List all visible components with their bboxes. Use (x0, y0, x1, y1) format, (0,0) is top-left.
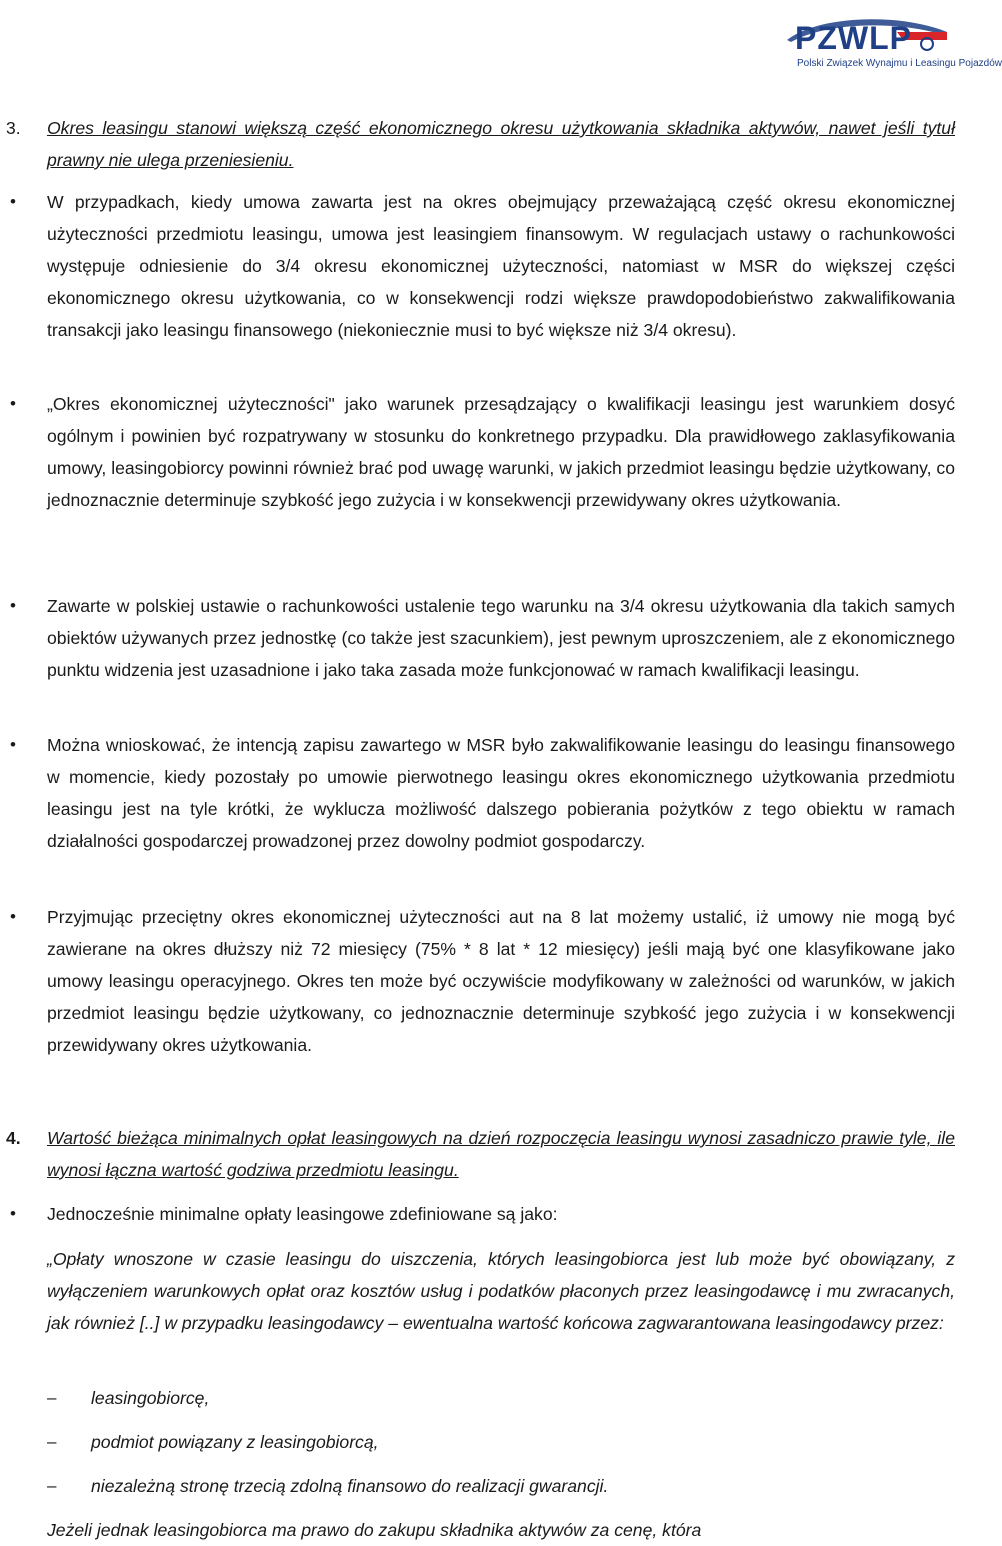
section-4-number: 4. (6, 1128, 21, 1148)
bullet-icon: • (10, 907, 16, 926)
closing-sentence: Jeżeli jednak leasingobiorca ma prawo do zakupu składnika aktywów za cenę, która (47, 1520, 702, 1540)
dash-item-1: leasingobiorcę, (91, 1388, 210, 1408)
dash-icon: – (47, 1432, 57, 1451)
dash-icon: – (47, 1476, 57, 1495)
section-3-bullet-3: Zawarte w polskiej ustawie o rachunkowości ustalenie tego warunku na 3/4 okresu użytkowania dla takich samych obiektów używanych przez jednostkę (co także jest szacunkiem), jest pewnym uproszczeniem, ale z ekonomicznego punktu widzenia jest uzasadnione i jako taka zasada może funkcjonować w ramach kwalifikacji leasingu. (47, 596, 955, 680)
bullet-icon: • (10, 596, 16, 615)
bullet-icon: • (10, 735, 16, 754)
bullet-icon: • (10, 1204, 16, 1223)
section-3-bullet-4: Można wnioskować, że intencją zapisu zawartego w MSR było zakwalifikowanie leasingu do leasingu finansowego w momencie, kiedy pozostały po umowie pierwotnego leasingu okres ekonomicznego użytkowania przedmiotu leasingu jest na tyle krótki, że wyklucza możliwość dalszego pobierania pożytków z tego obiektu w ramach działalności gospodarczej prowadzonej przez dowolny podmiot gospodarczy. (47, 735, 955, 851)
bullet-icon: • (10, 192, 16, 211)
section-3-number: 3. (6, 118, 21, 138)
section-3-bullet-2: „Okres ekonomicznej użyteczności" jako warunek przesądzający o kwalifikacji leasingu jest warunkiem dosyć ogólnym i powinien być rozpatrywany w stosunku do konkretnego przypadku. Dla prawidłowego zaklasyfikowania umowy, leasingobiorcy powinni również brać pod uwagę warunki, w jakich przedmiot leasingu będzie użytkowany, co jednoznacznie determinuje szybkość jego zużycia i w konsekwencji przewidywany okres użytkowania. (47, 394, 955, 510)
section-3-bullet-5: Przyjmując przeciętny okres ekonomicznej użyteczności aut na 8 lat możemy ustalić, iż umowy nie mogą być zawierane na okres dłuższy niż 72 miesięcy (75% * 8 lat * 12 miesięcy) jeśli mają być one klasyfikowane jako umowy leasingu operacyjnego. Okres ten może być oczywiście modyfikowany w zależności od warunków, w jakich przedmiot leasingu będzie użytkowany, co jednoznacznie determinuje szybkość jego zużycia i w konsekwencji przewidywany okres użytkowania. (47, 907, 955, 1055)
logo-subtitle: Polski Związek Wynajmu i Leasingu Pojazdów (797, 58, 1002, 69)
dash-item-2: podmiot powiązany z leasingobiorcą, (91, 1432, 379, 1452)
section-3-bullet-1: W przypadkach, kiedy umowa zawarta jest na okres obejmujący przeważającą część okresu ekonomicznej użyteczności przedmiotu leasingu, umowa jest leasingiem finansowym. W regulacjach ustawy o rachunkowości występuje odniesienie do 3/4 okresu ekonomicznej użyteczności, natomiast w MSR do większej części ekonomicznego okresu użytkowania, co w konsekwencji rodzi większe prawdopodobieństwo zakwalifikowania transakcji jako leasingu finansowego (niekoniecznie musi to być większe niż 3/4 okresu). (47, 192, 955, 340)
bullet-icon: • (10, 394, 16, 413)
dash-icon: – (47, 1388, 57, 1407)
definition-quote: „Opłaty wnoszone w czasie leasingu do uiszczenia, których leasingobiorca jest lub może być obowiązany, z wyłączeniem warunkowych opłat oraz kosztów usług i podatków płaconych przez leasingodawcę i mu zwracanych, jak również [..] w przypadku leasingodawcy – ewentualna wartość końcowa zagwarantowana leasingodawcy przez: (47, 1249, 955, 1333)
section-3-heading: Okres leasingu stanowi większą część ekonomicznego okresu użytkowania składnika aktywów, nawet jeśli tytuł prawny nie ulega przeniesieniu. (47, 118, 955, 170)
section-4-bullet: Jednocześnie minimalne opłaty leasingowe zdefiniowane są jako: (47, 1204, 558, 1224)
section-4-heading: Wartość bieżąca minimalnych opłat leasingowych na dzień rozpoczęcia leasingu wynosi zasadniczo prawie tyle, ile wynosi łączna wartość godziwa przedmiotu leasingu. (47, 1128, 955, 1180)
pzwlp-logo (747, 10, 1002, 78)
dash-item-3: niezależną stronę trzecią zdolną finansowo do realizacji gwarancji. (91, 1476, 609, 1496)
logo-text: PZWLP (795, 20, 912, 56)
